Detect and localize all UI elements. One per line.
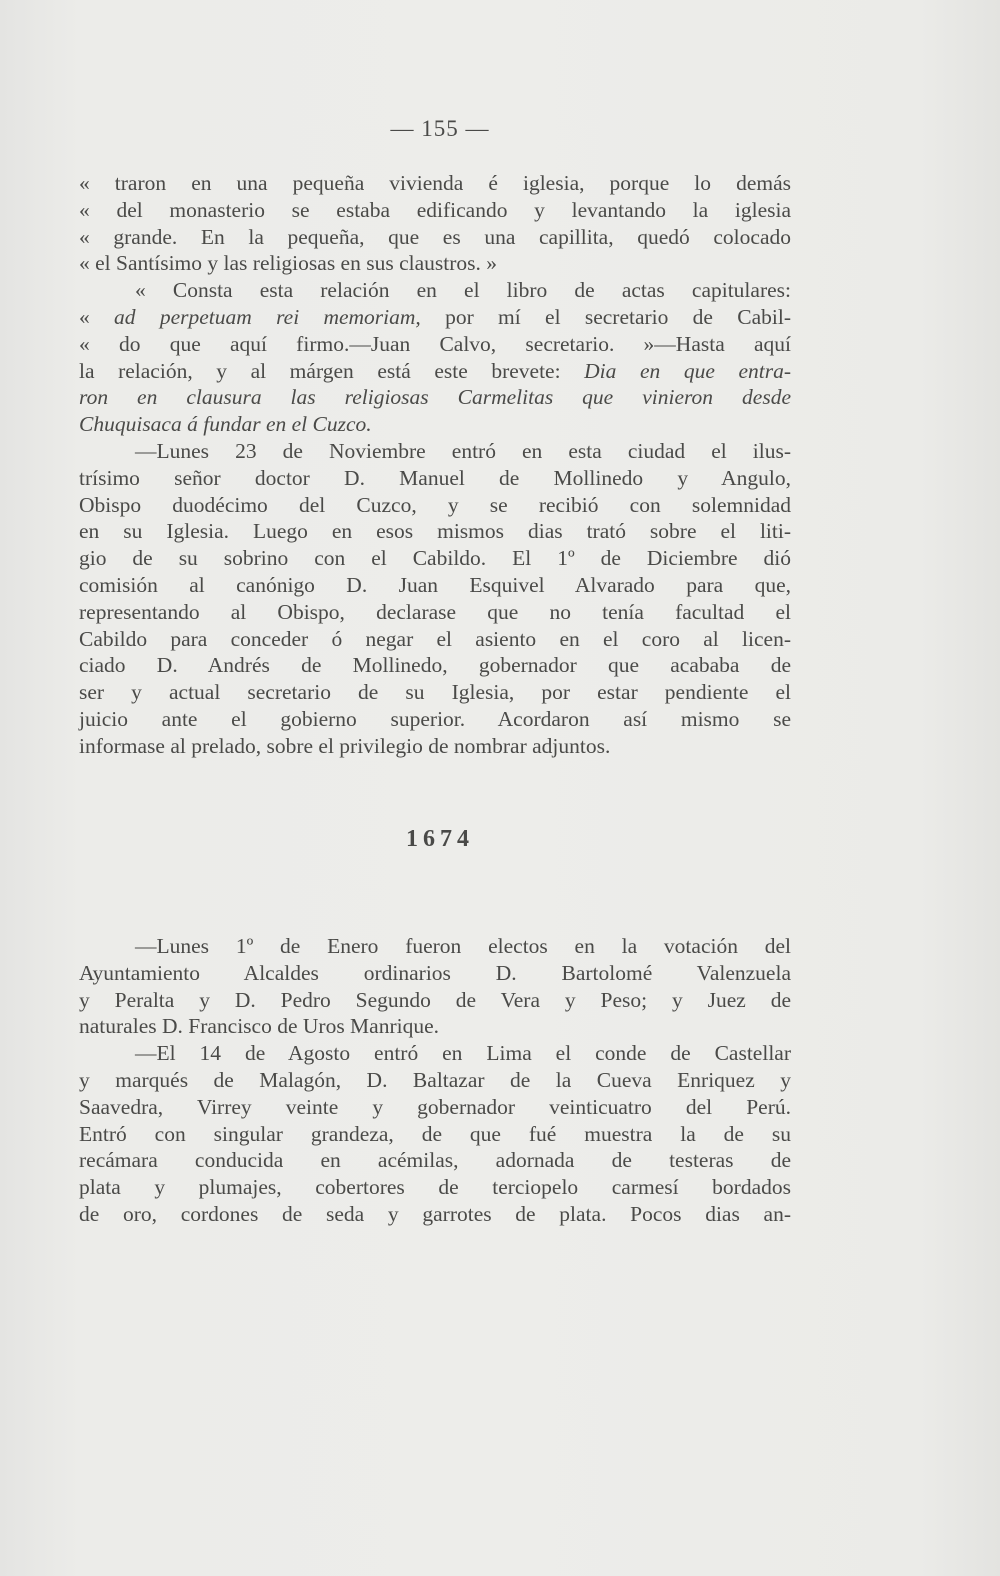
line-text: Entró con singular grandeza, de que fué muestra la de su	[79, 1121, 791, 1146]
bottom-text-block	[79, 933, 791, 1228]
line-text: —Lunes 23 de Noviembre entró en esta ciudad el ilus-	[135, 438, 791, 463]
line-text: « do que aquí firmo.—Juan Calvo, secretario. »—Hasta aquí	[79, 331, 791, 356]
top-text-block	[79, 170, 791, 760]
page-number: — 155 —	[390, 116, 490, 141]
line-text: « Consta esta relación en el libro de actas capitulares:	[135, 278, 791, 303]
line-text: juicio ante el gobierno superior. Acordaron así mismo se	[79, 706, 791, 731]
text-line	[79, 960, 791, 987]
line-text: representando al Obispo, declarase que no tenía facultad el	[79, 599, 791, 624]
text-line	[79, 933, 791, 960]
text-line	[79, 1147, 791, 1174]
text-line	[79, 706, 791, 733]
text-line	[79, 626, 791, 653]
text-line	[79, 1040, 791, 1067]
italic-text: ron en clausura las religiosas Carmelitas que vinieron desde	[79, 385, 791, 410]
line-text: y Peralta y D. Pedro Segundo de Vera y Peso; y Juez de	[79, 987, 791, 1012]
line-text: naturales D. Francisco de Uros Manrique.	[79, 1014, 440, 1039]
line-text: gio de su sobrino con el Cabildo. El 1º de Diciembre dió	[79, 546, 791, 571]
text-line	[79, 518, 791, 545]
text-line	[79, 250, 791, 277]
line-text: de oro, cordones de seda y garrotes de plata. Pocos dias an-	[79, 1201, 791, 1226]
text-line	[79, 197, 791, 224]
text-line	[79, 384, 791, 411]
line-text-after: por mí el secretario de Cabil-	[420, 304, 791, 329]
line-text: y marqués de Malagón, D. Baltazar de la Cueva Enriquez y	[79, 1067, 791, 1092]
text-line	[79, 679, 791, 706]
text-line	[79, 599, 791, 626]
text-line	[79, 1094, 791, 1121]
line-text: Obispo duodécimo del Cuzco, y se recibió con solemnidad	[79, 492, 791, 517]
line-text: trísimo señor doctor D. Manuel de Mollinedo y Angulo,	[79, 465, 791, 490]
text-line	[79, 358, 791, 385]
line-text: « el Santísimo y las religiosas en sus claustros. »	[79, 251, 498, 276]
text-line	[79, 411, 791, 438]
line-text: informase al prelado, sobre el privilegio de nombrar adjuntos.	[79, 733, 611, 758]
line-text: —El 14 de Agosto entró en Lima el conde de Castellar	[135, 1041, 791, 1066]
text-line	[79, 987, 791, 1014]
year-heading: 1674	[406, 826, 474, 852]
line-text: plata y plumajes, cobertores de terciopelo carmesí bordados	[79, 1175, 791, 1200]
text-line	[79, 652, 791, 679]
line-text: «	[79, 304, 115, 329]
line-text: en su Iglesia. Luego en esos mismos dias trató sobre el liti-	[79, 519, 791, 544]
line-text: ciado D. Andrés de Mollinedo, gobernador que acababa de	[79, 653, 791, 678]
text-line	[79, 331, 791, 358]
line-text: Ayuntamiento Alcaldes ordinarios D. Bartolomé Valenzuela	[79, 960, 791, 985]
italic-text: Dia en que entra-	[584, 358, 791, 383]
italic-text: ad perpetuam rei memoriam,	[114, 304, 421, 329]
line-text: comisión al canónigo D. Juan Esquivel Alvarado para que,	[79, 572, 791, 597]
text-line	[79, 733, 791, 760]
line-text: « traron en una pequeña vivienda é iglesia, porque lo demás	[79, 171, 791, 195]
line-text: la relación, y al márgen está este brevete:	[79, 358, 585, 383]
line-text: Saavedra, Virrey veinte y gobernador veinticuatro del Perú.	[79, 1094, 791, 1119]
line-text: Cabildo para conceder ó negar el asiento en el coro al licen-	[79, 626, 791, 651]
text-line	[79, 304, 791, 331]
text-line	[79, 277, 791, 304]
line-text: « grande. En la pequeña, que es una capillita, quedó colocado	[79, 224, 791, 249]
text-line	[79, 438, 791, 465]
text-line	[79, 1121, 791, 1148]
text-line	[79, 1013, 791, 1040]
line-text: ser y actual secretario de su Iglesia, por estar pendiente el	[79, 680, 791, 705]
line-text: —Lunes 1º de Enero fueron electos en la votación del	[135, 934, 791, 958]
text-line	[79, 545, 791, 572]
text-line	[79, 170, 791, 197]
text-line	[79, 224, 791, 251]
text-line	[79, 465, 791, 492]
text-line	[79, 1174, 791, 1201]
text-line	[79, 1201, 791, 1228]
text-line	[79, 1067, 791, 1094]
line-text: recámara conducida en acémilas, adornada de testeras de	[79, 1148, 791, 1173]
text-line	[79, 492, 791, 519]
line-text: « del monasterio se estaba edificando y levantando la iglesia	[79, 197, 791, 222]
italic-text: Chuquisaca á fundar en el Cuzco.	[79, 412, 372, 437]
text-line	[79, 572, 791, 599]
